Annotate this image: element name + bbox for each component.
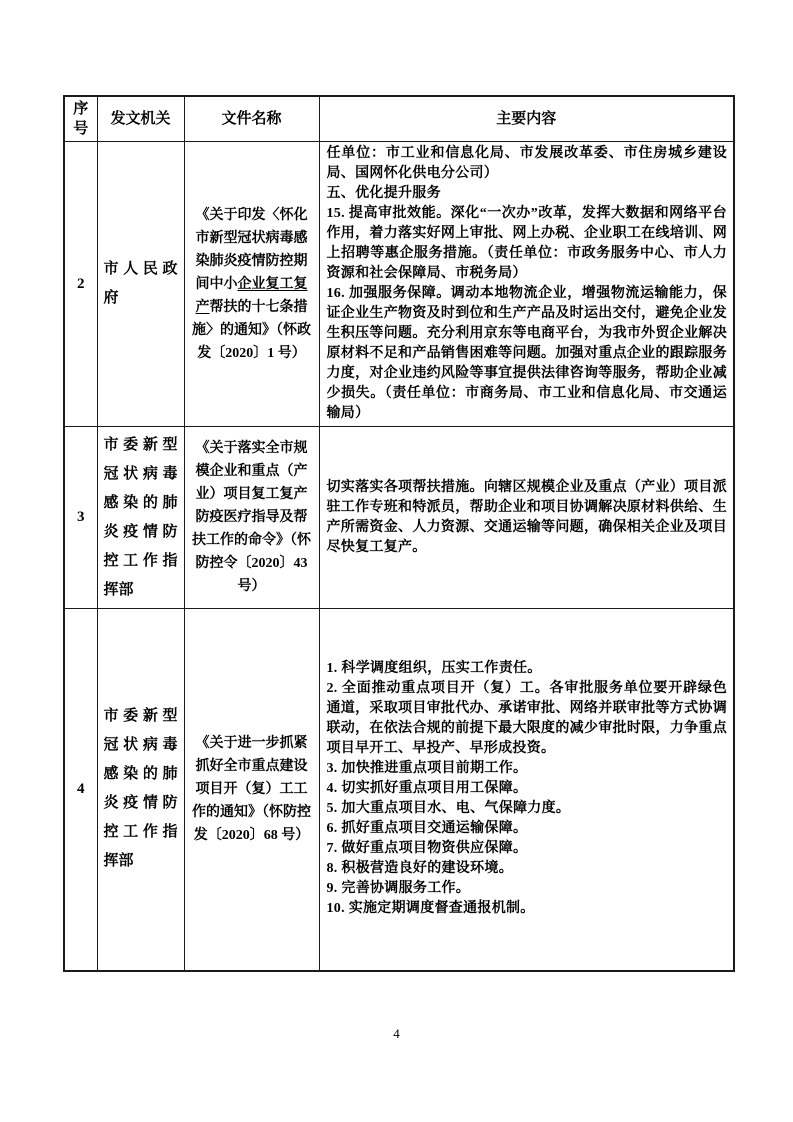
content-paragraph: 8. 积极营造良好的建设环境。 xyxy=(326,861,513,877)
cell-main-content xyxy=(319,609,734,971)
content-paragraph: 五、优化提升服务 xyxy=(326,186,441,201)
doc-name-underlined-text: 企业复工复产 xyxy=(195,276,308,315)
doc-name-text: 帮扶的十七条措施〉的通知》（怀政发〔2020〕1 号） xyxy=(192,299,311,361)
table-row-4 xyxy=(64,609,734,971)
policy-documents-table xyxy=(63,95,735,972)
header-serial-number: 序号 xyxy=(64,96,97,142)
cell-serial-number: 2 xyxy=(64,142,97,427)
page-number: 4 xyxy=(393,1026,400,1041)
header-document-name: 文件名称 xyxy=(184,96,319,142)
cell-document-name xyxy=(184,609,319,971)
doc-name-text: 《关于进一步抓紧抓好全市重点建设项目开（复）工工作的通知》（怀防控发〔2020〕68 号） xyxy=(192,735,311,843)
content-paragraph: 7. 做好重点项目物资供应保障。 xyxy=(326,841,528,857)
content-paragraph: 10. 实施定期调度督查通报机制。 xyxy=(326,901,535,917)
content-paragraph: 16. 加强服务保障。调动本地物流企业，增强物流运输能力，保证企业生产物资及时到位和生产产品及时运出交付，避免企业发生积压等问题。充分利用京东等电商平台，为我市外贸企业解决原材料不足和产品销售困难等问题。加强对重点企业的跟踪服务力度，对企业违约风险等事宜提供法律咨询等服务，帮助企业减少损失。（责任单位：市商务局、市工业和信息化局、市交通运输局） xyxy=(326,286,727,421)
cell-serial-number: 3 xyxy=(64,427,97,609)
table-row-2 xyxy=(64,142,734,427)
cell-serial-number: 4 xyxy=(64,609,97,971)
content-paragraph: 6. 抓好重点项目交通运输保障。 xyxy=(326,821,528,837)
content-paragraph: 3. 加快推进重点项目前期工作。 xyxy=(326,761,528,777)
content-paragraph: 切实落实各项帮扶措施。向辖区规模企业及重点（产业）项目派驻工作专班和特派员，帮助企业和项目协调解决原材料供给、生产所需资金、人力资源、交通运输等问题，确保相关企业及项目尽快复工复产。 xyxy=(326,479,727,555)
doc-name-text: 《关于印发〈怀化市新型冠状病毒感染肺炎疫情防控期间中小 xyxy=(195,207,308,292)
content-paragraph: 2. 全面推动重点项目开（复）工。各审批服务单位要开辟绿色通道，采取项目审批代办、承诺审批、网络并联审批等方式协调联动，在依法合规的前提下最大限度的减少审批时限，力争重点项目早开工、早投产、早形成投资。 xyxy=(326,681,727,757)
content-paragraph: 1. 科学调度组织，压实工作责任。 xyxy=(326,661,542,677)
table-row-3 xyxy=(64,427,734,609)
doc-name-text: 《关于落实全市规模企业和重点（产业）项目复工复产防疫医疗指导及帮扶工作的命令》（怀防控令〔2020〕43 号） xyxy=(192,441,311,594)
content-paragraph: 15. 提高审批效能。深化“一次办”改革，发挥大数据和网络平台作用，着力落实好网上审批、网上办税、企业职工在线培训、网上招聘等惠企服务措施。（责任单位：市政务服务中心、市人力资源和社会保障局、市税务局） xyxy=(326,206,727,281)
cell-issuing-agency: 市委新型冠状病毒感染的肺炎疫情防控工作指挥部 xyxy=(97,427,184,609)
header-issuing-agency: 发文机关 xyxy=(97,96,184,142)
cell-main-content xyxy=(319,427,734,609)
content-paragraph: 任单位：市工业和信息化局、市发展改革委、市住房城乡建设局、国网怀化供电分公司） xyxy=(326,146,727,181)
content-paragraph: 9. 完善协调服务工作。 xyxy=(326,881,471,897)
cell-document-name xyxy=(184,427,319,609)
content-paragraph: 4. 切实抓好重点项目用工保障。 xyxy=(326,781,528,797)
cell-issuing-agency: 市委新型冠状病毒感染的肺炎疫情防控工作指挥部 xyxy=(97,609,184,971)
content-paragraph: 5. 加大重点项目水、电、气保障力度。 xyxy=(326,801,571,817)
header-main-content: 主要内容 xyxy=(319,96,734,142)
cell-issuing-agency: 市人民政府 xyxy=(97,142,184,427)
cell-main-content xyxy=(319,142,734,427)
cell-document-name xyxy=(184,142,319,427)
table-header-row xyxy=(64,96,734,142)
